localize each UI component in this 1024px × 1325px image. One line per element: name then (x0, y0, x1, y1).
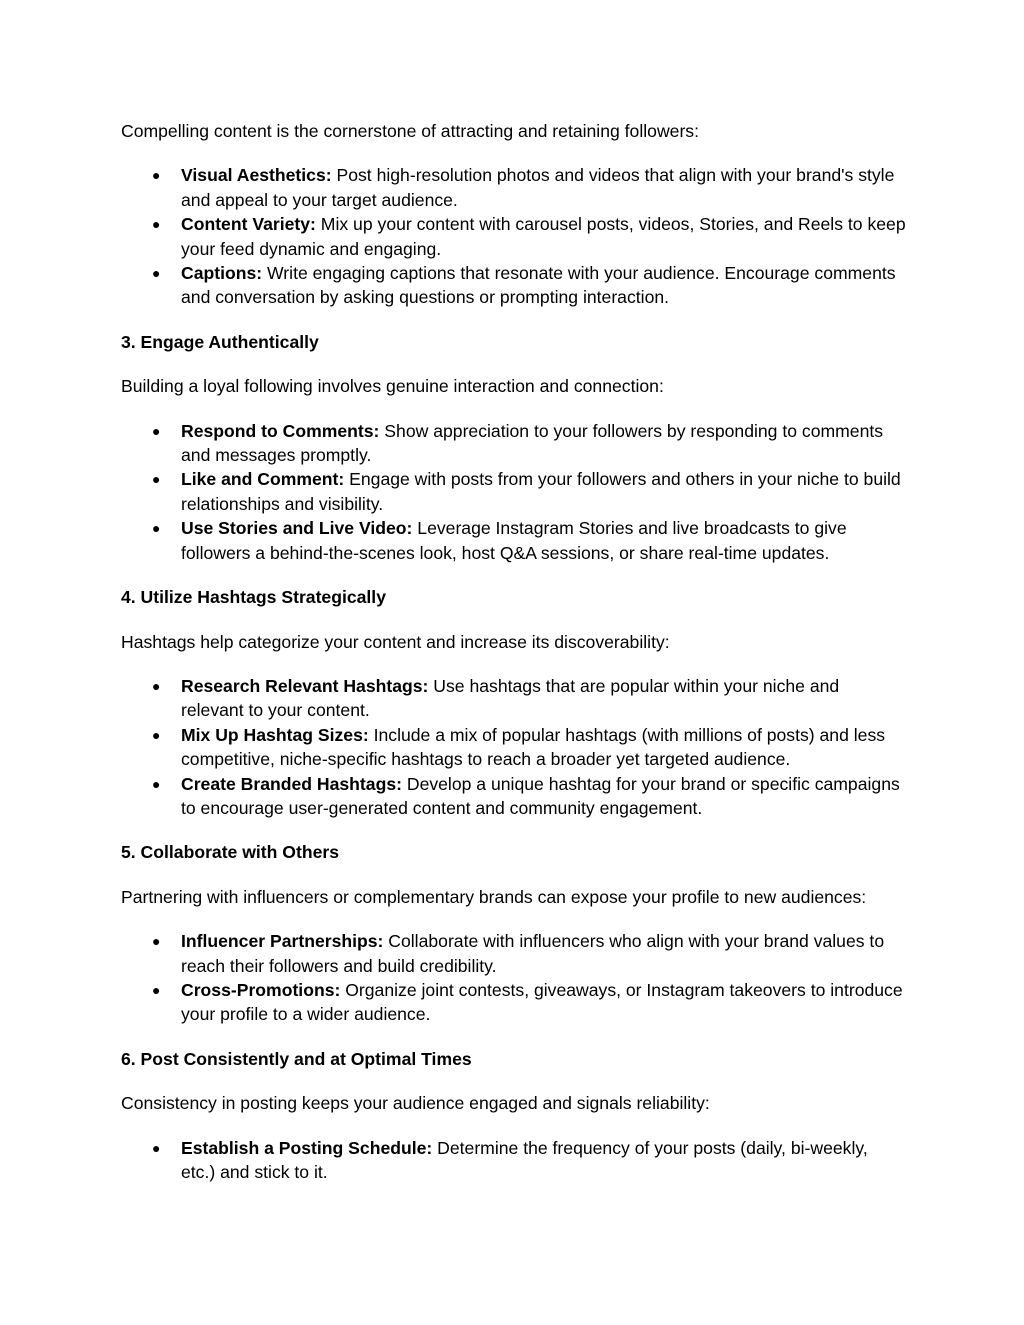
list-item-text: Leverage Instagram Stories and live broadcasts to give followers a behind-the-scenes look, host Q&A sessions, or share real-time updates. (181, 518, 847, 563)
list-item-text: Write engaging captions that resonate with your audience. Encourage comments and conversation by asking questions or prompting interaction. (181, 263, 896, 308)
list-item-text: Collaborate with influencers who align with your brand values to reach their followers and build credibility. (181, 931, 885, 976)
list-item-text: Organize joint contests, giveaways, or Instagram takeovers to introduce your profile to a wider audience. (181, 979, 903, 1025)
hashtags-bullet-list (121, 674, 906, 820)
list-item (121, 978, 906, 1027)
bullet-icon: ● (152, 933, 161, 950)
section-intro-hashtags: Hashtags help categorize your content and increase its discoverability: (121, 631, 670, 652)
list-item (121, 212, 906, 261)
list-item-text: Post high-resolution photos and videos that align with your brand's style and appeal to your target audience. (181, 165, 895, 210)
list-item-text: Show appreciation to your followers by responding to comments and messages promptly. (181, 420, 884, 466)
section-intro-post-consistently: Consistency in posting keeps your audience engaged and signals reliability: (121, 1093, 710, 1114)
list-item-label: Influencer Partnerships: (181, 931, 384, 952)
list-item-label: Captions: (181, 263, 263, 284)
list-item (121, 723, 906, 772)
list-item-text: Mix up your content with carousel posts, videos, Stories, and Reels to keep your feed dynamic and engaging. (181, 214, 906, 259)
section-heading-collaborate: 5. Collaborate with Others (121, 842, 340, 863)
section-heading-engage: 3. Engage Authentically (121, 331, 319, 352)
collaborate-bullet-list (121, 929, 906, 1027)
intro-paragraph: Compelling content is the cornerstone of attracting and retaining followers: (121, 121, 699, 141)
section-heading-post-consistently: 6. Post Consistently and at Optimal Times (121, 1048, 472, 1069)
list-item-label: Research Relevant Hashtags: (181, 675, 429, 696)
list-item-label: Like and Comment: (181, 469, 345, 490)
list-item-label: Use Stories and Live Video: (181, 518, 413, 539)
list-item-text: Develop a unique hashtag for your brand or specific campaigns to encourage user-generated content and community engagement. (181, 773, 900, 818)
bullet-icon: ● (152, 1139, 161, 1156)
list-item (121, 929, 906, 978)
list-item (121, 516, 906, 565)
list-item-text: Use hashtags that are popular within your niche and relevant to your content. (181, 675, 840, 721)
list-item-text: Determine the frequency of your posts (daily, bi-weekly, etc.) and stick to it. (181, 1137, 868, 1182)
list-item-label: Cross-Promotions: (181, 979, 341, 1000)
list-item-text: Engage with posts from your followers and others in your niche to build relationships and visibility. (181, 469, 901, 514)
list-item (121, 674, 906, 723)
list-item (121, 163, 906, 212)
content-bullet-list (121, 163, 906, 309)
list-item-label: Establish a Posting Schedule: (181, 1137, 433, 1158)
list-item-label: Content Variety: (181, 214, 316, 235)
bullet-icon: ● (152, 520, 161, 537)
list-item-label: Mix Up Hashtag Sizes: (181, 724, 369, 745)
section-heading-hashtags: 4. Utilize Hashtags Strategically (121, 587, 386, 608)
bullet-icon: ● (152, 216, 161, 233)
bullet-icon: ● (152, 775, 161, 792)
list-item-text: Include a mix of popular hashtags (with millions of posts) and less competitive, niche-specific hashtags to reach a broader yet targeted audience. (181, 724, 886, 770)
list-item-label: Respond to Comments: (181, 420, 380, 441)
bullet-icon: ● (152, 726, 161, 743)
list-item (121, 261, 906, 310)
engage-bullet-list (121, 419, 906, 565)
list-item (121, 772, 906, 821)
bullet-icon: ● (152, 677, 161, 694)
bullet-icon: ● (152, 981, 161, 998)
list-item-label: Create Branded Hashtags: (181, 773, 402, 794)
list-item (121, 467, 906, 516)
list-item (121, 1136, 906, 1185)
list-item (121, 419, 906, 468)
list-item-label: Visual Aesthetics: (181, 165, 332, 186)
bullet-icon: ● (152, 167, 161, 184)
bullet-icon: ● (152, 265, 161, 282)
post-consistently-bullet-list (121, 1136, 906, 1185)
bullet-icon: ● (152, 422, 161, 439)
section-intro-collaborate: Partnering with influencers or complementary brands can expose your profile to new audiences: (121, 886, 867, 907)
section-intro-engage: Building a loyal following involves genuine interaction and connection: (121, 376, 664, 397)
bullet-icon: ● (152, 471, 161, 488)
